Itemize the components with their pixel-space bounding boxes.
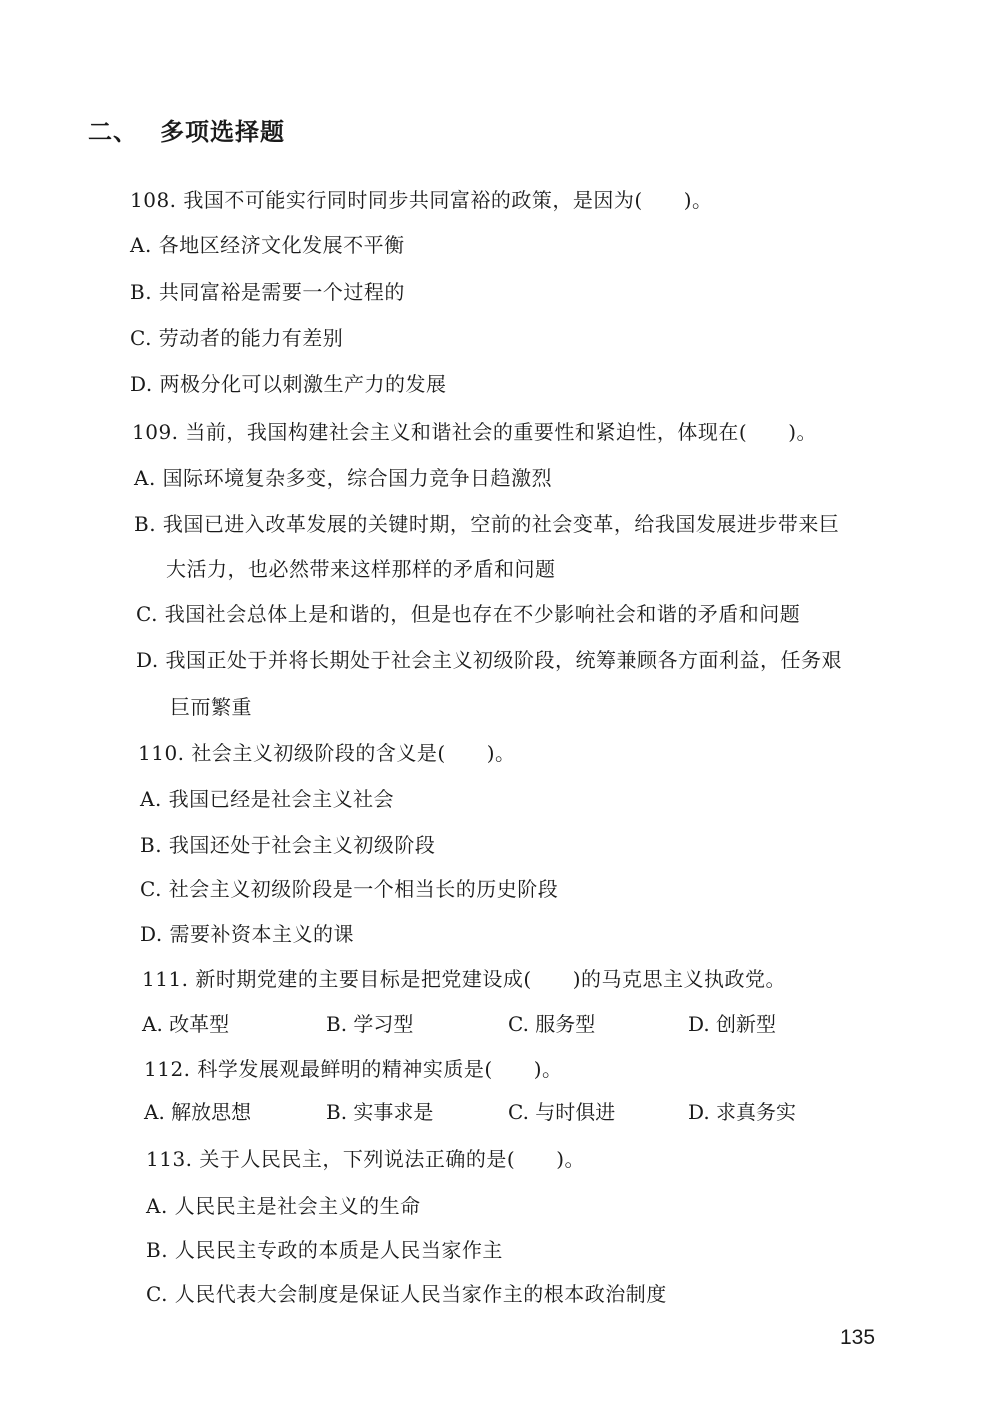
question-113-option-a: A. 人民民主是社会主义的生命 xyxy=(146,1194,421,1218)
question-108-option-b: B. 共同富裕是需要一个过程的 xyxy=(130,280,405,304)
question-109-option-b: B. 我国已进入改革发展的关键时期，空前的社会变革，给我国发展进步带来巨 xyxy=(134,512,840,536)
question-109-option-a: A. 国际环境复杂多变，综合国力竞争日趋激烈 xyxy=(134,466,553,490)
question-112-option-c: C. 与时俱进 xyxy=(508,1100,616,1124)
question-109-option-b-continued: 大活力，也必然带来这样那样的矛盾和问题 xyxy=(166,557,556,581)
section-number: 二、 xyxy=(88,118,138,146)
question-111-option-c: C. 服务型 xyxy=(508,1012,596,1036)
question-111-option-b: B. 学习型 xyxy=(326,1012,414,1036)
page-number: 135 xyxy=(840,1326,876,1349)
question-110-stem: 110. 社会主义初级阶段的含义是( )。 xyxy=(138,741,516,765)
question-113-stem: 113. 关于人民民主，下列说法正确的是( )。 xyxy=(146,1147,585,1171)
question-110-option-b: B. 我国还处于社会主义初级阶段 xyxy=(140,833,436,857)
section-title-text: 多项选择题 xyxy=(160,118,285,146)
question-109-option-c: C. 我国社会总体上是和谐的，但是也存在不少影响社会和谐的矛盾和问题 xyxy=(136,602,801,626)
question-112-option-a: A. 解放思想 xyxy=(144,1100,252,1124)
question-111-stem: 111. 新时期党建的主要目标是把党建设成( )的马克思主义执政党。 xyxy=(142,967,786,991)
section-heading xyxy=(88,112,285,147)
question-109-option-d: D. 我国正处于并将长期处于社会主义初级阶段，统筹兼顾各方面利益，任务艰 xyxy=(136,648,843,672)
question-111-options xyxy=(0,1010,1000,1040)
question-112-options xyxy=(0,1098,1000,1128)
question-111-option-a: A. 改革型 xyxy=(142,1012,230,1036)
question-108-option-c: C. 劳动者的能力有差别 xyxy=(130,326,344,350)
question-113-option-c: C. 人民代表大会制度是保证人民当家作主的根本政治制度 xyxy=(146,1282,667,1306)
question-112-option-d: D. 求真务实 xyxy=(688,1100,797,1124)
question-110-option-d: D. 需要补资本主义的课 xyxy=(140,922,355,946)
question-108-stem: 108. 我国不可能实行同时同步共同富裕的政策，是因为( )。 xyxy=(130,188,713,212)
question-111-option-d: D. 创新型 xyxy=(688,1012,777,1036)
question-113-option-b: B. 人民民主专政的本质是人民当家作主 xyxy=(146,1238,503,1262)
question-112-stem: 112. 科学发展观最鲜明的精神实质是( )。 xyxy=(144,1057,563,1081)
question-110-option-a: A. 我国已经是社会主义社会 xyxy=(140,787,395,811)
question-108-option-a: A. 各地区经济文化发展不平衡 xyxy=(130,233,405,257)
question-109-stem: 109. 当前，我国构建社会主义和谐社会的重要性和紧迫性，体现在( )。 xyxy=(132,420,817,444)
question-109-option-d-continued: 巨而繁重 xyxy=(170,695,252,719)
question-112-option-b: B. 实事求是 xyxy=(326,1100,434,1124)
question-110-option-c: C. 社会主义初级阶段是一个相当长的历史阶段 xyxy=(140,877,559,901)
question-108-option-d: D. 两极分化可以刺激生产力的发展 xyxy=(130,372,447,396)
